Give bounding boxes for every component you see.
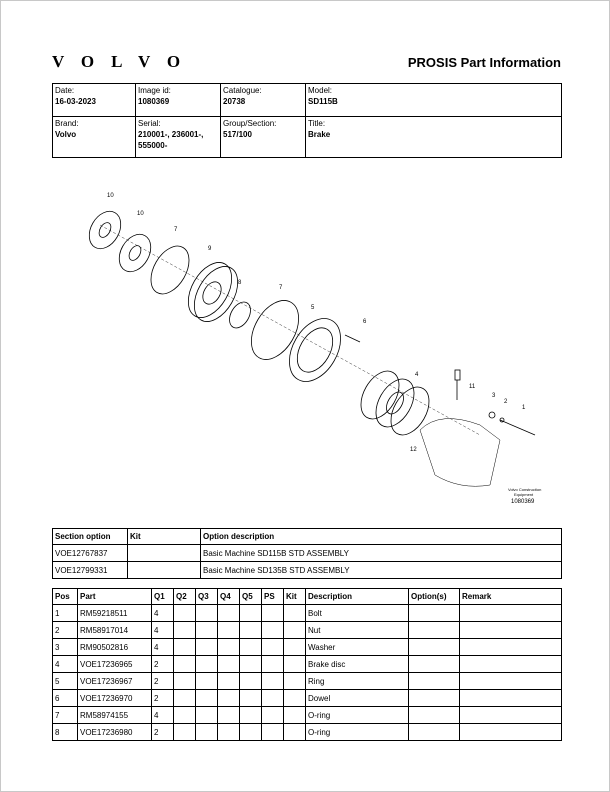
- table-row: 2 RM58917014 4 Nut: [53, 622, 562, 639]
- catalogue-cell: Catalogue: 20738: [221, 84, 306, 117]
- parts-table: [52, 588, 562, 741]
- exploded-parts-diagram: [60, 185, 560, 515]
- table-row: VOE12767837 Basic Machine SD115B STD ASSEMBLY: [53, 545, 562, 562]
- table-row: 6 VOE17236970 2 Dowel: [53, 690, 562, 707]
- title-cell: Title: Brake: [306, 117, 562, 158]
- callout-7a: 7: [174, 227, 178, 233]
- model-cell: Model: SD115B: [306, 84, 562, 117]
- callout-6: 6: [363, 319, 367, 325]
- section-options-table: [52, 528, 562, 579]
- date-cell: Date: 16-03-2023: [53, 84, 136, 117]
- kit-header: Kit: [284, 589, 306, 605]
- q2-header: Q2: [174, 589, 196, 605]
- callout-2: 2: [504, 399, 508, 405]
- housing-shape: [420, 419, 500, 487]
- part-header: Part: [78, 589, 152, 605]
- brand-cell: Brand: Volvo: [53, 117, 136, 158]
- callout-4: 4: [415, 372, 419, 378]
- callout-3: 3: [492, 393, 496, 399]
- group-section-cell: Group/Section: 517/100: [221, 117, 306, 158]
- callout-5: 5: [311, 305, 315, 311]
- table-row: 7 RM58974155 4 O-ring: [53, 707, 562, 724]
- o-ring-8-shape: [225, 298, 255, 331]
- callout-8: 8: [238, 280, 242, 286]
- table-row: VOE12799331 Basic Machine SD135B STD ASSEMBLY: [53, 562, 562, 579]
- bolt-1-shape: [500, 420, 535, 435]
- callout-1: 1: [522, 405, 526, 411]
- washer-3-shape: [489, 412, 495, 418]
- caption-line2: Equipment: [514, 492, 534, 497]
- caption-image-id: 1080369: [511, 499, 535, 505]
- o-ring-7a-shape: [143, 239, 197, 300]
- q3-header: Q3: [196, 589, 218, 605]
- table-row: 1 RM59218511 4 Bolt: [53, 605, 562, 622]
- callout-11: 11: [469, 384, 476, 390]
- callout-10a: 10: [107, 193, 114, 199]
- ps-header: PS: [262, 589, 284, 605]
- description-header: Description: [306, 589, 409, 605]
- caption-line1: Volvo Construction: [508, 487, 542, 492]
- document-title: PROSIS Part Information: [407, 55, 561, 70]
- volvo-logo: VOLVO: [52, 52, 198, 71]
- options-header: Option(s): [409, 589, 460, 605]
- option-description-header: Option description: [201, 529, 562, 545]
- washer-10a-shape: [83, 206, 127, 255]
- q1-header: Q1: [152, 589, 174, 605]
- serial-cell: Serial: 210001-, 236001-, 555000-: [136, 117, 221, 158]
- image-id-cell: Image id: 1080369: [136, 84, 221, 117]
- callout-7b: 7: [279, 285, 283, 291]
- ring-5-shape: [279, 310, 351, 391]
- table-row: 3 RM90502816 4 Washer: [53, 639, 562, 656]
- table-row: 4 VOE17236965 2 Brake disc: [53, 656, 562, 673]
- bolt-11-shape: [455, 370, 460, 380]
- kit-header: Kit: [128, 529, 201, 545]
- table-row: 5 VOE17236967 2 Ring: [53, 673, 562, 690]
- pos-header: Pos: [53, 589, 78, 605]
- section-option-header: Section option: [53, 529, 128, 545]
- o-ring-7b-shape: [242, 292, 309, 367]
- callout-9: 9: [208, 246, 212, 252]
- q4-header: Q4: [218, 589, 240, 605]
- remark-header: Remark: [460, 589, 562, 605]
- table-row: 8 VOE17236980 2 O-ring: [53, 724, 562, 741]
- brake-disc-4a-shape: [353, 364, 407, 425]
- dowel-6-shape: [345, 335, 360, 342]
- q5-header: Q5: [240, 589, 262, 605]
- info-table: [52, 83, 562, 158]
- callout-10b: 10: [137, 211, 144, 217]
- callout-12: 12: [410, 447, 417, 453]
- brake-disc-4c-shape: [383, 380, 437, 441]
- brake-disc-4b-shape: [368, 372, 422, 433]
